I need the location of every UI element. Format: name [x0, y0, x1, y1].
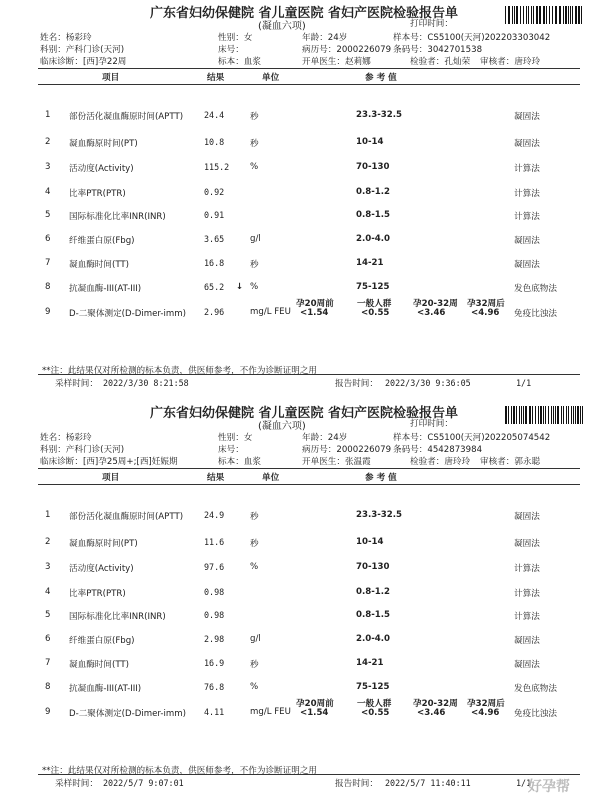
barcode-bar: [555, 406, 556, 424]
barcode-bar: [533, 6, 534, 24]
barcode-bar: [536, 6, 538, 24]
barcode-bar: [528, 6, 529, 24]
test-result: 0.92: [204, 187, 225, 197]
ddimer-ref-label: 孕32周后: [467, 299, 505, 309]
department: 科别：产科门诊(天河): [40, 445, 125, 455]
test-result: 76.8: [204, 682, 225, 692]
test-method: 免疫比浊法: [514, 309, 557, 319]
test-result: 10.8: [204, 137, 225, 147]
footer-rule: [38, 774, 580, 775]
test-method: 计算法: [514, 189, 540, 199]
test-method: 凝固法: [514, 139, 540, 149]
patient-sex: 性别：女: [218, 33, 253, 43]
patient-age: 年龄：24岁: [302, 33, 348, 43]
reference-range: 10-14: [356, 537, 384, 547]
row-number: 6: [45, 634, 51, 644]
barcode-bar: [565, 6, 567, 24]
test-result: 11.6: [204, 537, 225, 547]
test-result: 24.9: [204, 510, 225, 520]
test-result: 115.2: [204, 162, 230, 172]
row-number: 5: [45, 210, 51, 220]
barcode-bar: [551, 406, 552, 424]
test-name: 活动度(Activity): [69, 164, 134, 174]
test-method: 计算法: [514, 589, 540, 599]
row-number: 7: [45, 258, 51, 268]
test-result: 16.9: [204, 658, 225, 668]
ddimer-ref-label: 一般人群: [357, 699, 392, 709]
test-result: 97.6: [204, 562, 225, 572]
reference-range: 75-125: [356, 682, 390, 692]
barcode-bar: [577, 406, 579, 424]
ddimer-ref-value: <0.55: [361, 708, 390, 718]
clinical-diagnosis: 临床诊断：[西]孕22周: [40, 57, 127, 67]
barcode-bar: [557, 406, 559, 424]
barcode-bar: [505, 6, 506, 24]
row-number: 1: [45, 510, 51, 520]
barcode-bar: [526, 6, 527, 24]
test-name: 纤维蛋白原(Fbg): [69, 636, 135, 646]
barcode-bar: [505, 406, 507, 424]
barcode-bar: [570, 6, 571, 24]
barcode-bar: [523, 6, 524, 24]
barcode-bar: [540, 406, 542, 424]
test-name: 抗凝血酶-III(AT-III): [69, 284, 142, 294]
reference-range: 0.8-1.2: [356, 587, 391, 597]
test-unit: %: [250, 162, 259, 172]
barcode-bar: [543, 6, 545, 24]
ddimer-ref-value: <1.54: [300, 708, 329, 718]
barcode-bar: [561, 406, 562, 424]
test-name: 国际标准化比率INR(INR): [69, 612, 166, 622]
test-result: 65.2: [204, 282, 225, 292]
print-time-label: 打印时间：: [410, 419, 453, 429]
reviewer: 审核者：郭永聪: [480, 457, 541, 467]
barcode-bar: [566, 406, 567, 424]
disclaimer-note: **注：此结果仅对所检测的标本负责，供医师参考，不作为诊断证明之用: [42, 366, 318, 376]
column-header-result: 结果: [207, 73, 225, 83]
test-name: 纤维蛋白原(Fbg): [69, 236, 135, 246]
barcode-bar: [516, 406, 517, 424]
ddimer-ref-value: <3.46: [417, 708, 446, 718]
disclaimer-note: **注：此结果仅对所检测的标本负责，供医师参考，不作为诊断证明之用: [42, 766, 318, 776]
test-result: 24.4: [204, 110, 225, 120]
test-method: 计算法: [514, 164, 540, 174]
barcode-bar: [581, 6, 582, 24]
test-result: 3.65: [204, 234, 225, 244]
sample-time: 2022/5/7 9:07:01: [103, 778, 184, 788]
ddimer-ref-label: 孕32周后: [467, 699, 505, 709]
barcode-bar: [529, 406, 531, 424]
row-number: 4: [45, 187, 51, 197]
bed-number: 床号：: [218, 45, 244, 55]
barcode-number: 条码号：3042701538: [393, 45, 483, 55]
ordering-doctor: 开单医生：赵莉娜: [302, 57, 371, 67]
test-unit: 秒: [250, 260, 259, 270]
ddimer-ref-label: 一般人群: [357, 299, 392, 309]
barcode-bar: [549, 6, 550, 24]
row-number: 1: [45, 110, 51, 120]
sample-number: 样本号：CS5100(天河)202203303042: [393, 33, 551, 43]
column-header-reference: 参 考 值: [365, 473, 397, 483]
test-name: 凝血酶时间(TT): [69, 660, 130, 670]
specimen-type: 标本：血浆: [218, 457, 261, 467]
test-result: 0.98: [204, 610, 225, 620]
barcode-bar: [555, 6, 557, 24]
test-method: 凝固法: [514, 236, 540, 246]
barcode-bar: [532, 406, 533, 424]
test-unit: 秒: [250, 139, 259, 149]
barcode-bar: [571, 406, 572, 424]
ordering-doctor: 开单医生：张温霞: [302, 457, 371, 467]
patient-name: 姓名：杨彩玲: [40, 433, 92, 443]
barcode-bar: [514, 6, 515, 24]
test-name: 凝血酶时间(TT): [69, 260, 130, 270]
ddimer-ref-label: 孕20周前: [296, 299, 334, 309]
column-header-item: 项目: [102, 73, 120, 83]
barcode-bar: [539, 6, 541, 24]
row-number: 9: [45, 707, 51, 717]
patient-name: 姓名：杨彩玲: [40, 33, 92, 43]
test-name: D-二聚体测定(D-Dimer-imm): [69, 309, 186, 319]
row-number: 5: [45, 610, 51, 620]
test-unit: 秒: [250, 512, 259, 522]
reference-range: 0.8-1.5: [356, 210, 391, 220]
barcode-bar: [563, 6, 564, 24]
report-title: 广东省妇幼保健院 省儿童医院 省妇产医院检验报告单: [150, 406, 459, 421]
reference-range: 23.3-32.5: [356, 510, 402, 520]
test-unit: %: [250, 562, 259, 572]
reference-range: 23.3-32.5: [356, 110, 402, 120]
clinical-diagnosis: 临床诊断：[西]孕25周+;[西]妊娠期: [40, 457, 178, 467]
ddimer-ref-value: <0.55: [361, 308, 390, 318]
ddimer-ref-label: 孕20-32周: [413, 299, 458, 309]
barcode-bar: [521, 406, 522, 424]
test-unit: 秒: [250, 660, 259, 670]
barcode-bar: [525, 406, 527, 424]
barcode-bar: [508, 6, 510, 24]
test-name: 比率PTR(PTR): [69, 589, 126, 599]
reference-range: 2.0-4.0: [356, 234, 391, 244]
page-number: 1/1: [516, 378, 532, 388]
test-name: 凝血酶原时间(PT): [69, 539, 138, 549]
row-number: 2: [45, 137, 51, 147]
test-result: 2.96: [204, 307, 225, 317]
test-unit: 秒: [250, 112, 259, 122]
row-number: 4: [45, 587, 51, 597]
header-bottom-rule: [38, 84, 580, 85]
sample-time-label: 采样时间：: [55, 779, 98, 789]
header-top-rule: [38, 68, 580, 69]
barcode-bar: [580, 406, 581, 424]
row-number: 7: [45, 658, 51, 668]
test-unit: %: [250, 682, 259, 692]
test-method: 免疫比浊法: [514, 709, 557, 719]
barcode-bar: [575, 406, 576, 424]
barcode-bar: [545, 406, 546, 424]
test-unit: mg/L FEU: [250, 707, 291, 717]
barcode-bar: [523, 406, 524, 424]
patient-age: 年龄：24岁: [302, 433, 348, 443]
report-time-label: 报告时间：: [335, 779, 378, 789]
barcode-bar: [568, 6, 569, 24]
column-header-unit: 单位: [262, 73, 280, 83]
row-number: 9: [45, 307, 51, 317]
reference-range: 0.8-1.5: [356, 610, 391, 620]
tester: 检验者：唐玲玲: [410, 457, 471, 467]
test-method: 发色底物法: [514, 684, 557, 694]
sample-number: 样本号：CS5100(天河)202205074542: [393, 433, 551, 443]
watermark-logo: 好孕帮: [528, 779, 570, 795]
barcode-bar: [573, 406, 574, 424]
barcode-bar: [552, 6, 553, 24]
test-result: 16.8: [204, 258, 225, 268]
barcode-bar: [572, 6, 573, 24]
ddimer-ref-value: <3.46: [417, 308, 446, 318]
barcode-bar: [575, 6, 577, 24]
test-unit: 秒: [250, 539, 259, 549]
row-number: 6: [45, 234, 51, 244]
tester: 检验者：孔灿荣: [410, 57, 471, 67]
reviewer: 审核者：唐玲玲: [480, 57, 541, 67]
sample-time: 2022/3/30 8:21:58: [103, 378, 189, 388]
row-number: 8: [45, 682, 51, 692]
test-result: 2.98: [204, 634, 225, 644]
record-number: 病历号：2000226079: [302, 45, 392, 55]
reference-range: 70-130: [356, 562, 390, 572]
barcode-bar: [538, 406, 539, 424]
test-unit: g/l: [250, 634, 261, 644]
ddimer-ref-label: 孕20周前: [296, 699, 334, 709]
header-top-rule: [38, 468, 580, 469]
header-bottom-rule: [38, 484, 580, 485]
barcode-image: [505, 6, 585, 24]
test-name: D-二聚体测定(D-Dimer-imm): [69, 709, 186, 719]
barcode-bar: [546, 6, 547, 24]
column-header-reference: 参 考 值: [365, 73, 397, 83]
page-number: 1/1: [516, 778, 532, 788]
test-method: 凝固法: [514, 512, 540, 522]
barcode-bar: [508, 406, 509, 424]
lab-report-1: [0, 0, 600, 398]
row-number: 3: [45, 162, 51, 172]
reference-range: 14-21: [356, 658, 384, 668]
barcode-bar: [516, 6, 518, 24]
ddimer-ref-value: <4.96: [471, 708, 500, 718]
barcode-bar: [582, 406, 583, 424]
patient-sex: 性别：女: [218, 433, 253, 443]
test-method: 发色底物法: [514, 284, 557, 294]
ddimer-ref-value: <1.54: [300, 308, 329, 318]
barcode-bar: [535, 406, 536, 424]
test-name: 凝血酶原时间(PT): [69, 139, 138, 149]
barcode-bar: [559, 6, 561, 24]
lab-report-2: [0, 400, 600, 798]
report-time: 2022/5/7 11:40:11: [385, 778, 471, 788]
abnormal-flag: ↓: [236, 282, 244, 292]
barcode-image: [505, 406, 585, 424]
sample-time-label: 采样时间：: [55, 379, 98, 389]
test-unit: %: [250, 282, 259, 292]
reference-range: 0.8-1.2: [356, 187, 391, 197]
barcode-bar: [511, 406, 512, 424]
reference-range: 70-130: [356, 162, 390, 172]
barcode-bar: [568, 406, 569, 424]
row-number: 2: [45, 537, 51, 547]
test-method: 凝固法: [514, 539, 540, 549]
barcode-bar: [513, 406, 515, 424]
barcode-bar: [578, 6, 580, 24]
column-header-result: 结果: [207, 473, 225, 483]
ddimer-ref-value: <4.96: [471, 308, 500, 318]
reference-range: 2.0-4.0: [356, 634, 391, 644]
report-time: 2022/3/30 9:36:05: [385, 378, 471, 388]
report-title: 广东省妇幼保健院 省儿童医院 省妇产医院检验报告单: [150, 6, 459, 21]
test-name: 比率PTR(PTR): [69, 189, 126, 199]
test-result: 0.91: [204, 210, 225, 220]
report-time-label: 报告时间：: [335, 379, 378, 389]
report-subtitle: (凝血六项): [258, 21, 306, 32]
test-method: 凝固法: [514, 112, 540, 122]
test-name: 国际标准化比率INR(INR): [69, 212, 166, 222]
barcode-bar: [548, 406, 549, 424]
reference-range: 14-21: [356, 258, 384, 268]
test-result: 4.11: [204, 707, 225, 717]
department: 科别：产科门诊(天河): [40, 45, 125, 55]
test-name: 部份活化凝血酶原时间(APTT): [69, 112, 184, 122]
bed-number: 床号：: [218, 445, 244, 455]
specimen-type: 标本：血浆: [218, 57, 261, 67]
test-method: 计算法: [514, 212, 540, 222]
reference-range: 10-14: [356, 137, 384, 147]
print-time-label: 打印时间：: [410, 19, 453, 29]
test-method: 计算法: [514, 564, 540, 574]
barcode-bar: [520, 6, 521, 24]
test-name: 部份活化凝血酶原时间(APTT): [69, 512, 184, 522]
barcode-bar: [563, 406, 564, 424]
row-number: 8: [45, 282, 51, 292]
test-method: 计算法: [514, 612, 540, 622]
barcode-bar: [531, 6, 532, 24]
test-name: 抗凝血酶-III(AT-III): [69, 684, 142, 694]
footer-rule: [38, 374, 580, 375]
test-unit: g/l: [250, 234, 261, 244]
record-number: 病历号：2000226079: [302, 445, 392, 455]
row-number: 3: [45, 562, 51, 572]
test-method: 凝固法: [514, 636, 540, 646]
barcode-number: 条码号：4542873984: [393, 445, 483, 455]
reference-range: 75-125: [356, 282, 390, 292]
column-header-item: 项目: [102, 473, 120, 483]
barcode-bar: [519, 406, 520, 424]
test-method: 凝固法: [514, 660, 540, 670]
column-header-unit: 单位: [262, 473, 280, 483]
test-name: 活动度(Activity): [69, 564, 134, 574]
ddimer-ref-label: 孕20-32周: [413, 699, 458, 709]
test-unit: mg/L FEU: [250, 307, 291, 317]
barcode-bar: [553, 406, 554, 424]
barcode-bar: [543, 406, 544, 424]
report-subtitle: (凝血六项): [258, 421, 306, 432]
test-result: 0.98: [204, 587, 225, 597]
test-method: 凝固法: [514, 260, 540, 270]
barcode-bar: [512, 6, 513, 24]
